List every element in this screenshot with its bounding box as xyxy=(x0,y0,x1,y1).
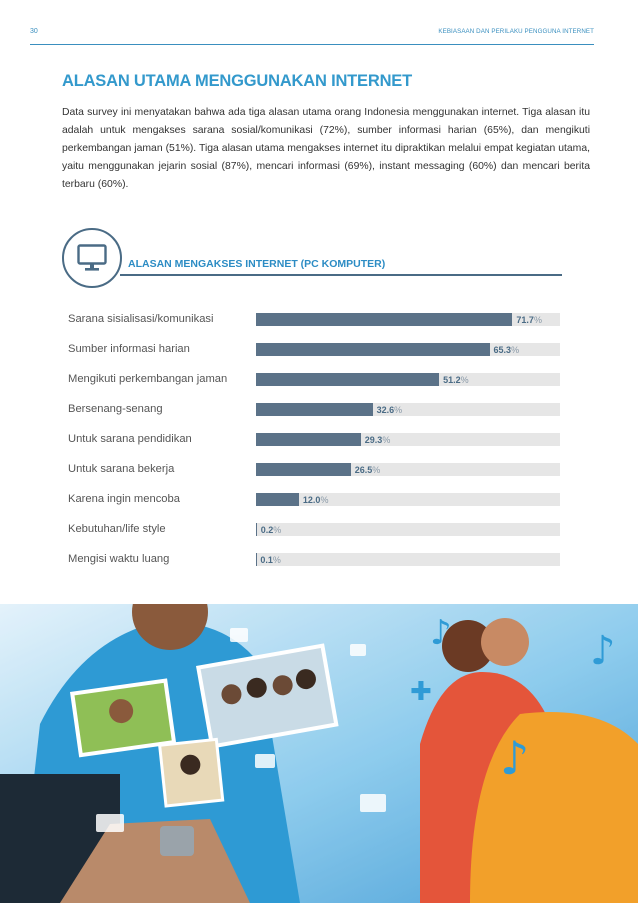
bar-track xyxy=(256,373,560,386)
bar xyxy=(256,313,512,326)
value-label xyxy=(516,314,542,327)
page-heading: ALASAN UTAMA MENGGUNAKAN INTERNET xyxy=(62,72,412,90)
value-number: 32.6 xyxy=(376,405,395,415)
bar xyxy=(256,523,257,536)
value-number: 51.2 xyxy=(443,375,461,385)
category-label: Untuk sarana bekerja xyxy=(68,463,175,475)
bar xyxy=(256,463,351,476)
running-header xyxy=(30,28,594,35)
bar-track xyxy=(256,343,560,356)
chart-row xyxy=(68,492,568,506)
value-label xyxy=(377,404,403,417)
value-number: 0.1 xyxy=(260,555,273,565)
bar-track xyxy=(256,463,560,476)
bar xyxy=(256,343,490,356)
chart-row xyxy=(68,312,568,326)
value-unit: % xyxy=(511,345,520,355)
value-number: 65.3 xyxy=(493,345,512,355)
value-label xyxy=(494,344,520,357)
value-number: 12.0 xyxy=(302,495,321,505)
value-label xyxy=(443,374,469,387)
bar xyxy=(256,493,299,506)
chart-row xyxy=(68,402,568,416)
page-number: 30 xyxy=(30,28,38,35)
header-divider xyxy=(30,44,594,45)
category-label: Untuk sarana pendidikan xyxy=(68,433,192,445)
hero-photo xyxy=(0,604,638,903)
category-label: Mengikuti perkembangan jaman xyxy=(68,373,228,385)
bar-track xyxy=(256,313,560,326)
svg-text:♪: ♪ xyxy=(590,628,616,674)
chart-section-header xyxy=(62,228,562,292)
category-label: Mengisi waktu luang xyxy=(68,553,170,565)
value-unit: % xyxy=(372,465,381,475)
bar-track xyxy=(256,553,560,566)
category-label: Bersenang-senang xyxy=(68,403,163,415)
value-label xyxy=(261,524,282,537)
category-label: Sumber informasi harian xyxy=(68,343,190,355)
value-unit: % xyxy=(460,375,469,385)
bar-track xyxy=(256,523,560,536)
value-unit: % xyxy=(273,525,282,535)
svg-text:♪: ♪ xyxy=(430,613,452,653)
chart-row xyxy=(68,552,568,566)
chart-row xyxy=(68,462,568,476)
category-label: Sarana sisialisasi/komunikasi xyxy=(68,313,214,325)
bar-track xyxy=(256,493,560,506)
value-unit: % xyxy=(533,315,542,325)
svg-text:♪: ♪ xyxy=(500,731,530,785)
bar xyxy=(256,433,361,446)
chart-row xyxy=(68,432,568,446)
value-number: 29.3 xyxy=(364,435,383,445)
intro-paragraph: Data survey ini menyatakan bahwa ada tiga alasan utama orang Indonesia menggunakan internet. Tiga alasan itu adalah untuk mengakses sarana sosial/komunikasi (72%), sumber informasi harian (65%), dan mengikuti perkembangan jaman (51%). Tiga alasan utama mengakses internet itu dipraktikan melalui empat kegiatan utama, yaitu menggunakan jejarin sosial (87%), mencari informasi (69%), instant messaging (60%) dan mencari berita terbaru (60%). xyxy=(62,107,590,190)
value-label xyxy=(355,464,381,477)
bar-track xyxy=(256,403,560,416)
section-divider xyxy=(120,274,562,276)
value-label xyxy=(303,494,329,507)
category-label: Kebutuhan/life style xyxy=(68,523,166,535)
bar xyxy=(256,373,439,386)
value-unit: % xyxy=(382,435,391,445)
value-label xyxy=(260,554,281,567)
chart-row xyxy=(68,522,568,536)
bar-track xyxy=(256,433,560,446)
svg-text:✚: ✚ xyxy=(410,677,432,707)
value-label xyxy=(365,434,391,447)
value-number: 71.7 xyxy=(516,315,534,325)
chart-title: ALASAN MENGAKSES INTERNET (PC KOMPUTER) xyxy=(128,258,386,270)
value-number: 0.2 xyxy=(260,525,274,535)
computer-monitor-icon xyxy=(62,228,122,288)
chart-row xyxy=(68,342,568,356)
value-unit: % xyxy=(272,555,281,565)
category-label: Karena ingin mencoba xyxy=(68,493,180,505)
value-unit: % xyxy=(320,495,329,505)
bar xyxy=(256,403,373,416)
chart-row xyxy=(68,372,568,386)
value-number: 26.5 xyxy=(354,465,373,475)
value-unit: % xyxy=(394,405,403,415)
running-title: KEBIASAAN DAN PERILAKU PENGGUNA INTERNET xyxy=(438,28,594,35)
